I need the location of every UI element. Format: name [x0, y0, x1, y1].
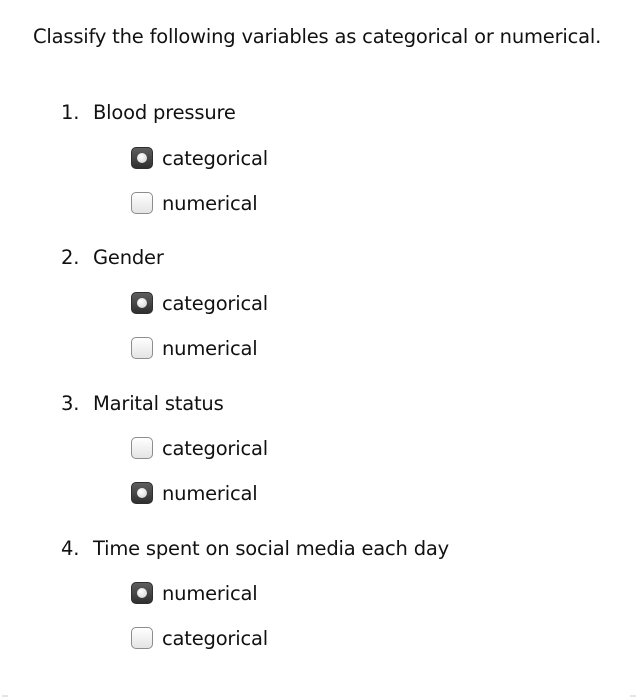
- option-label[interactable]: categorical: [162, 146, 268, 170]
- q2-option-2[interactable]: [131, 335, 257, 361]
- q3-option-2[interactable]: [131, 480, 257, 506]
- corner-mark-right: [630, 695, 636, 697]
- option-label[interactable]: numerical: [162, 581, 258, 605]
- option-label[interactable]: categorical: [162, 436, 268, 460]
- corner-mark-left: [2, 695, 8, 697]
- option-label[interactable]: categorical: [162, 291, 268, 315]
- radio-button[interactable]: [131, 192, 153, 214]
- option-label[interactable]: numerical: [162, 336, 258, 360]
- radio-button[interactable]: [131, 627, 153, 649]
- radio-button[interactable]: [131, 337, 153, 359]
- question-number: 3.: [61, 392, 80, 415]
- question-number: 4.: [61, 537, 80, 560]
- question-2: [61, 245, 164, 271]
- radio-button[interactable]: [131, 147, 153, 169]
- q1-option-2[interactable]: [131, 190, 257, 216]
- question-text: Blood pressure: [93, 101, 236, 124]
- q4-option-1[interactable]: [131, 580, 257, 606]
- q3-option-1[interactable]: [131, 435, 268, 461]
- radio-button[interactable]: [131, 482, 153, 504]
- question-number: 1.: [61, 101, 80, 124]
- question-3: [61, 391, 224, 417]
- q2-option-1[interactable]: [131, 290, 268, 316]
- radio-button[interactable]: [131, 437, 153, 459]
- option-label[interactable]: categorical: [162, 626, 268, 650]
- q4-option-2[interactable]: [131, 625, 268, 651]
- q1-option-1[interactable]: [131, 145, 268, 171]
- question-1: [61, 100, 236, 126]
- question-text: Gender: [93, 246, 164, 269]
- radio-button[interactable]: [131, 582, 153, 604]
- instruction-text: Classify the following variables as categorical or numerical.: [33, 25, 602, 48]
- question-number: 2.: [61, 246, 80, 269]
- option-label[interactable]: numerical: [162, 481, 258, 505]
- question-text: Time spent on social media each day: [93, 537, 449, 560]
- radio-button[interactable]: [131, 292, 153, 314]
- option-label[interactable]: numerical: [162, 191, 258, 215]
- question-text: Marital status: [93, 392, 224, 415]
- question-4: [61, 536, 449, 562]
